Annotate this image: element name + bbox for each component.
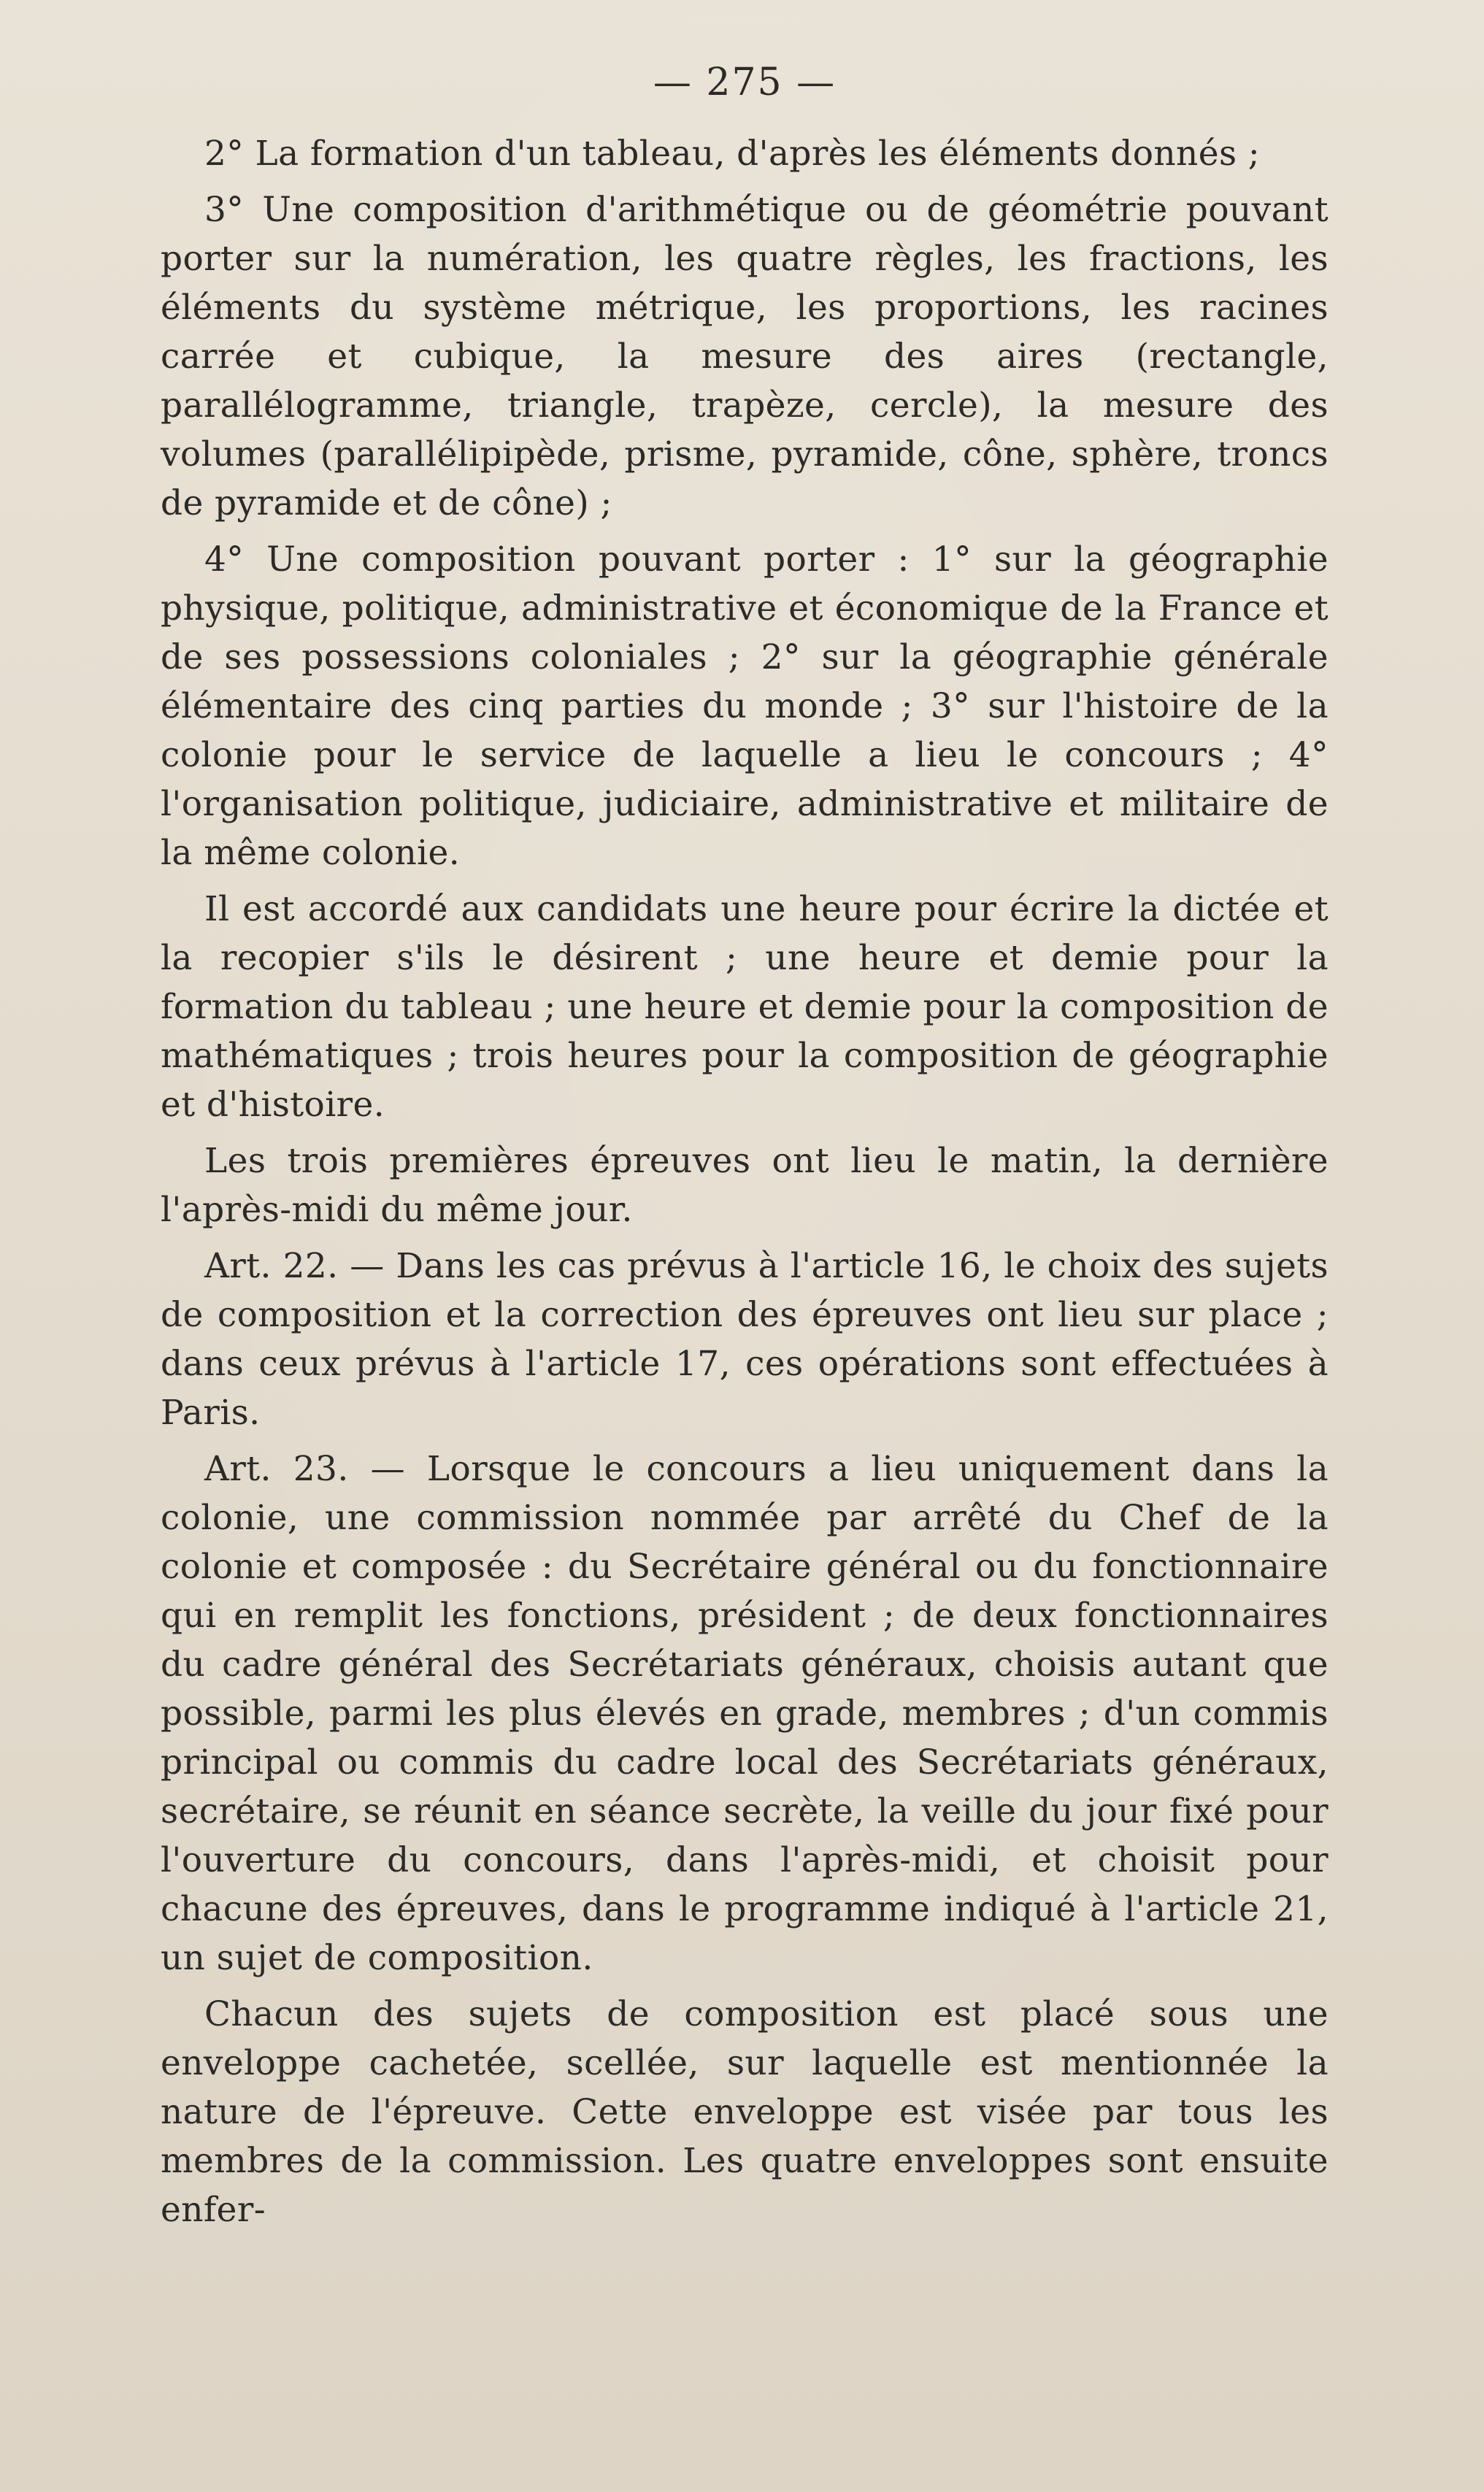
page-text — [161, 58, 1329, 2234]
paragraph-item-4-geographie: 4° Une composition pouvant porter : 1° sur la géographie physique, politique, administrative et économique de la France et de ses possessions coloniales ; 2° sur la géographie générale élémentaire des cinq parties du monde ; 3° sur l'histoire de la colonie pour le service de laquelle a lieu le concours ; 4° l'organisation politique, judiciaire, administrative et militaire de la même colonie. — [161, 539, 1329, 873]
paragraph-durations: Il est accordé aux candidats une heure pour écrire la dictée et la recopier s'ils le désirent ; une heure et demie pour la formation du tableau ; une heure et demie pour la composition de mathématiques ; trois heures pour la composition de géographie et d'histoire. — [161, 889, 1329, 1125]
paragraph-item-3-arithmetique: 3° Une composition d'arithmétique ou de géométrie pouvant porter sur la numération, les quatre règles, les fractions, les éléments du système métrique, les proportions, les racines carrée et cubique, la mesure des aires (rectangle, parallélogramme, triangle, trapèze, cercle), la mesure des volumes (parallélipipède, prisme, pyramide, cône, sphère, troncs de pyramide et de cône) ; — [161, 190, 1329, 523]
paragraph-article-22: Art. 22. — Dans les cas prévus à l'article 16, le choix des sujets de composition et la correction des épreuves ont lieu sur place ; dans ceux prévus à l'article 17, ces opérations sont effectuées à Paris. — [161, 1246, 1329, 1433]
paragraph-article-23: Art. 23. — Lorsque le concours a lieu uniquement dans la colonie, une commission nommée par arrêté du Chef de la colonie et composée : du Secrétaire général ou du fonctionnaire qui en remplit les fonctions, président ; de deux fonctionnaires du cadre général des Secrétariats généraux, choisis autant que possible, parmi les plus élevés en grade, membres ; d'un commis principal ou commis du cadre local des Secrétariats généraux, secrétaire, se réunit en séance secrète, la veille du jour fixé pour l'ouverture du concours, dans l'après-midi, et choisit pour chacune des épreuves, dans le programme indiqué à l'article 21, un sujet de composition. — [161, 1449, 1329, 1978]
paragraph-schedule: Les trois premières épreuves ont lieu le matin, la dernière l'après-midi du même jour. — [161, 1141, 1329, 1230]
paragraph-item-2-tableau: 2° La formation d'un tableau, d'après les éléments donnés ; — [204, 134, 1261, 174]
paragraph-envelopes: Chacun des sujets de composition est placé sous une enveloppe cachetée, scellée, sur laquelle est mentionnée la nature de l'épreuve. Cette enveloppe est visée par tous les membres de la commission. Les quatre enveloppes sont ensuite enfer- — [161, 1994, 1329, 2230]
page-number: — 275 — — [653, 61, 837, 104]
